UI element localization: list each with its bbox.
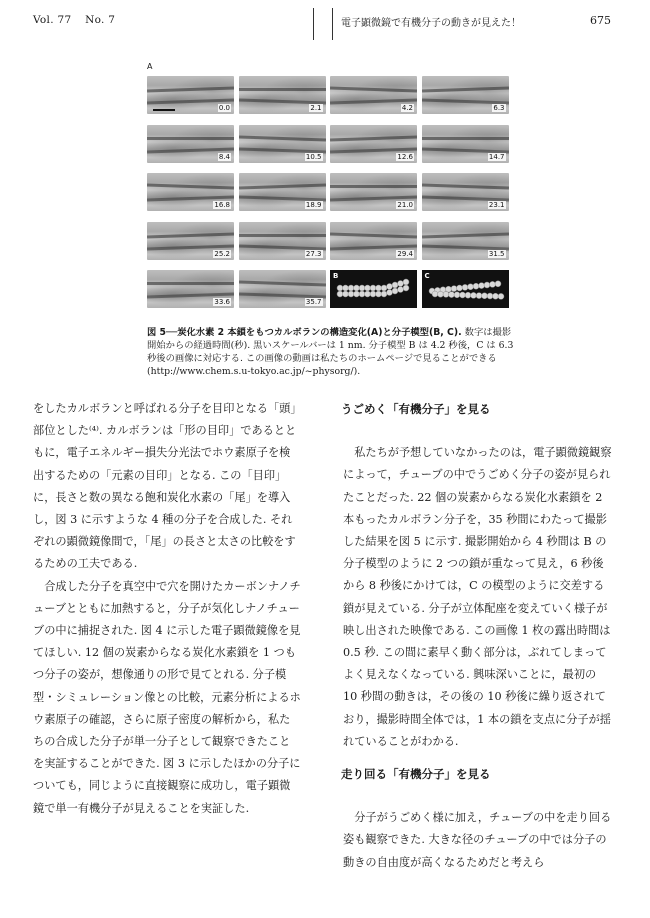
time-label: 8.4 [218, 152, 230, 161]
atom-sphere [478, 283, 484, 289]
atom-sphere [481, 293, 487, 299]
atom-sphere [403, 285, 409, 291]
tem-frame [239, 76, 326, 114]
atom-sphere [348, 285, 354, 291]
atom-sphere [337, 285, 343, 291]
atom-sphere [437, 291, 443, 297]
tem-frame [239, 222, 326, 260]
model-label: B [333, 272, 339, 280]
atom-sphere [365, 291, 371, 297]
tem-frame [330, 173, 417, 211]
model-label: C [424, 272, 430, 280]
time-label: 18.9 [305, 201, 322, 209]
tem-frame [330, 222, 417, 260]
header-divider [313, 8, 314, 40]
caption-title: 図 5──炭化水素 2 本鎖をもつカルボランの構造変化(A)と分子模型(B, C). [147, 327, 462, 338]
time-label: 12.6 [397, 152, 413, 161]
atom-sphere [392, 282, 398, 288]
volume: Vol. 77 [33, 14, 72, 26]
section-heading: うごめく「有機分子」を見る [341, 402, 491, 416]
right-column [343, 398, 613, 874]
atom-sphere [359, 285, 365, 291]
atom-sphere [376, 285, 382, 291]
atom-sphere [456, 285, 462, 291]
journal-volume [33, 14, 125, 26]
atom-sphere [467, 284, 473, 290]
atom-sphere [348, 291, 354, 297]
time-label: 10.5 [305, 152, 322, 161]
issue-number: No. 7 [85, 14, 116, 26]
atom-sphere [381, 285, 387, 291]
section-heading: 走り回る「有機分子」を見る [341, 767, 491, 782]
atom-sphere [376, 291, 382, 297]
molecular-model [422, 270, 509, 308]
paragraph: 合成した分子を真空中で穴を開けたカーボンナノチューブとともに加熱すると，分子が気化しナノチューブの中に捕捉された. 図 4 に示した電子顕微鏡像を見てほしい. 12 個の炭素からなる炭化水素鎖を 1 つもつ分子の姿が，想像通りの形で見てとれる. 分子模型・シミュレーション像との比較，元素分析によるホウ素原子の確認，さらに原子密度の解析から，私たちの合成した分子が単一分子として観察できたことを実証することができた. 図 3 に示したほかの分子についても，同じように直接観察に成功し，電子顕微鏡で単一有機分子が見えることを実証した. [33, 579, 301, 815]
atom-sphere [470, 292, 476, 298]
atom-sphere [398, 281, 404, 287]
paragraph: 分子がうごめく様に加え，チューブの中を走り回る姿も観察できた. 大きな径のチューブの中では分子の動きの自由度が高くなるためだと考えら [343, 811, 612, 869]
atom-sphere [451, 286, 457, 292]
time-label: 21.0 [397, 201, 413, 209]
caption-body: 数字は撮影開始からの経過時間(秒). 黒いスケールバーは 1 nm. 分子模型 B は 4.2 秒後，C は 6.3 秒後の画像に対応する. この画像の動画は私たちのホームページで見ることができる(http://www.chem.s.u-tokyo.ac.jp/~physorg/). [147, 327, 514, 377]
model-c-panel [422, 270, 509, 308]
time-label: 23.1 [488, 201, 505, 209]
atom-sphere [387, 284, 393, 290]
tem-frame [330, 76, 417, 114]
atom-sphere [365, 285, 371, 291]
time-label: 35.7 [305, 298, 322, 306]
time-label: 6.3 [493, 104, 505, 112]
figure-panel-label: A [147, 62, 153, 71]
atom-sphere [343, 291, 349, 297]
atom-sphere [465, 292, 471, 298]
atom-sphere [484, 282, 490, 288]
tem-frame [239, 173, 326, 211]
atom-sphere [473, 283, 479, 289]
atom-sphere [443, 291, 449, 297]
tem-frame [330, 125, 417, 163]
running-title: 電子顕微鏡で有機分子の動きが見えた！ [341, 18, 521, 29]
tem-frame [239, 125, 326, 163]
time-label: 33.6 [214, 298, 230, 306]
atom-sphere [489, 281, 495, 287]
atom-sphere [454, 292, 460, 298]
atom-sphere [381, 291, 387, 297]
tem-frame [422, 76, 509, 114]
left-column [33, 398, 301, 820]
atom-sphere [492, 293, 498, 299]
atom-sphere [432, 291, 438, 297]
tem-frame [422, 222, 509, 260]
time-label: 25.2 [214, 249, 230, 258]
page-number: 675 [590, 14, 611, 27]
time-label: 31.5 [488, 249, 505, 258]
header-divider [332, 8, 333, 40]
molecular-model [330, 270, 417, 308]
atom-sphere [392, 288, 398, 294]
tem-frame [422, 173, 509, 211]
atom-sphere [398, 287, 404, 293]
atom-sphere [476, 293, 482, 299]
atom-sphere [354, 291, 360, 297]
atom-sphere [387, 290, 393, 296]
time-label: 16.8 [214, 201, 230, 209]
tem-frame [147, 125, 234, 163]
atom-sphere [403, 279, 409, 285]
atom-sphere [495, 281, 501, 287]
atom-sphere [359, 291, 365, 297]
tem-frame [147, 76, 234, 114]
tem-frame [422, 125, 509, 163]
paragraph: をしたカルボランと呼ばれる分子を目印となる「頭」部位とした⁽⁴⁾. カルボランは「形の目印」であるとともに，電子エネルギー損失分光法でホウ素原子を検出するための「元素の目印」となる. この「目印」に，長さと数の異なる飽和炭化水素の「尾」を導入し，図 3 に示すような 4 種の分子を合成した. それぞれの顕微鏡像間で，「尾」の長さと太さの比較をするための工夫である. [33, 402, 297, 571]
paragraph: 私たちが予想していなかったのは，電子顕微鏡観察によって，チューブの中でうごめく分子の姿が見られたことだった. 22 個の炭素からなる炭化水素鎖を 2 本もったカルボラン分子を，35 秒間にわたって撮影した結果を図 5 に示す. 撮影開始から 4 秒間は B の分子模型のように 2 つの鎖が重なって見え，6 秒後から 8 秒後にかけては，C の模型のように交差する鎖が見えている. 分子が立体配座を変えていく様子が映し出された映像である. この画像 1 枚の露出時間は 0.5 秒. この間に素早く動く部分は，ぶれてしまってよく見えなくなっている. 興味深いことに，最初の 10 秒間の動きは，その後の 10 秒後に繰り返されており，撮影時間全体では，1 本の鎖を支点に分子が揺れていることがわかる. [343, 446, 612, 748]
tem-frame [147, 173, 234, 211]
atom-sphere [343, 285, 349, 291]
model-b-panel [330, 270, 417, 308]
atom-sphere [459, 292, 465, 298]
time-label: 0.0 [218, 104, 230, 112]
tem-frame [147, 222, 234, 260]
time-label: 2.1 [310, 104, 322, 112]
atom-sphere [448, 292, 454, 298]
time-label: 4.2 [401, 104, 413, 112]
time-label: 14.7 [488, 152, 505, 161]
time-label: 29.4 [397, 249, 413, 258]
atom-sphere [487, 293, 493, 299]
atom-sphere [354, 285, 360, 291]
tem-frame [239, 270, 326, 308]
figure-caption [147, 326, 517, 378]
figure-5-image-grid [147, 76, 508, 320]
atom-sphere [498, 293, 504, 299]
tem-frame [147, 270, 234, 308]
atom-sphere [370, 285, 376, 291]
atom-sphere [462, 284, 468, 290]
atom-sphere [370, 291, 376, 297]
time-label: 27.3 [305, 249, 322, 258]
atom-sphere [337, 291, 343, 297]
scale-bar [153, 109, 175, 111]
